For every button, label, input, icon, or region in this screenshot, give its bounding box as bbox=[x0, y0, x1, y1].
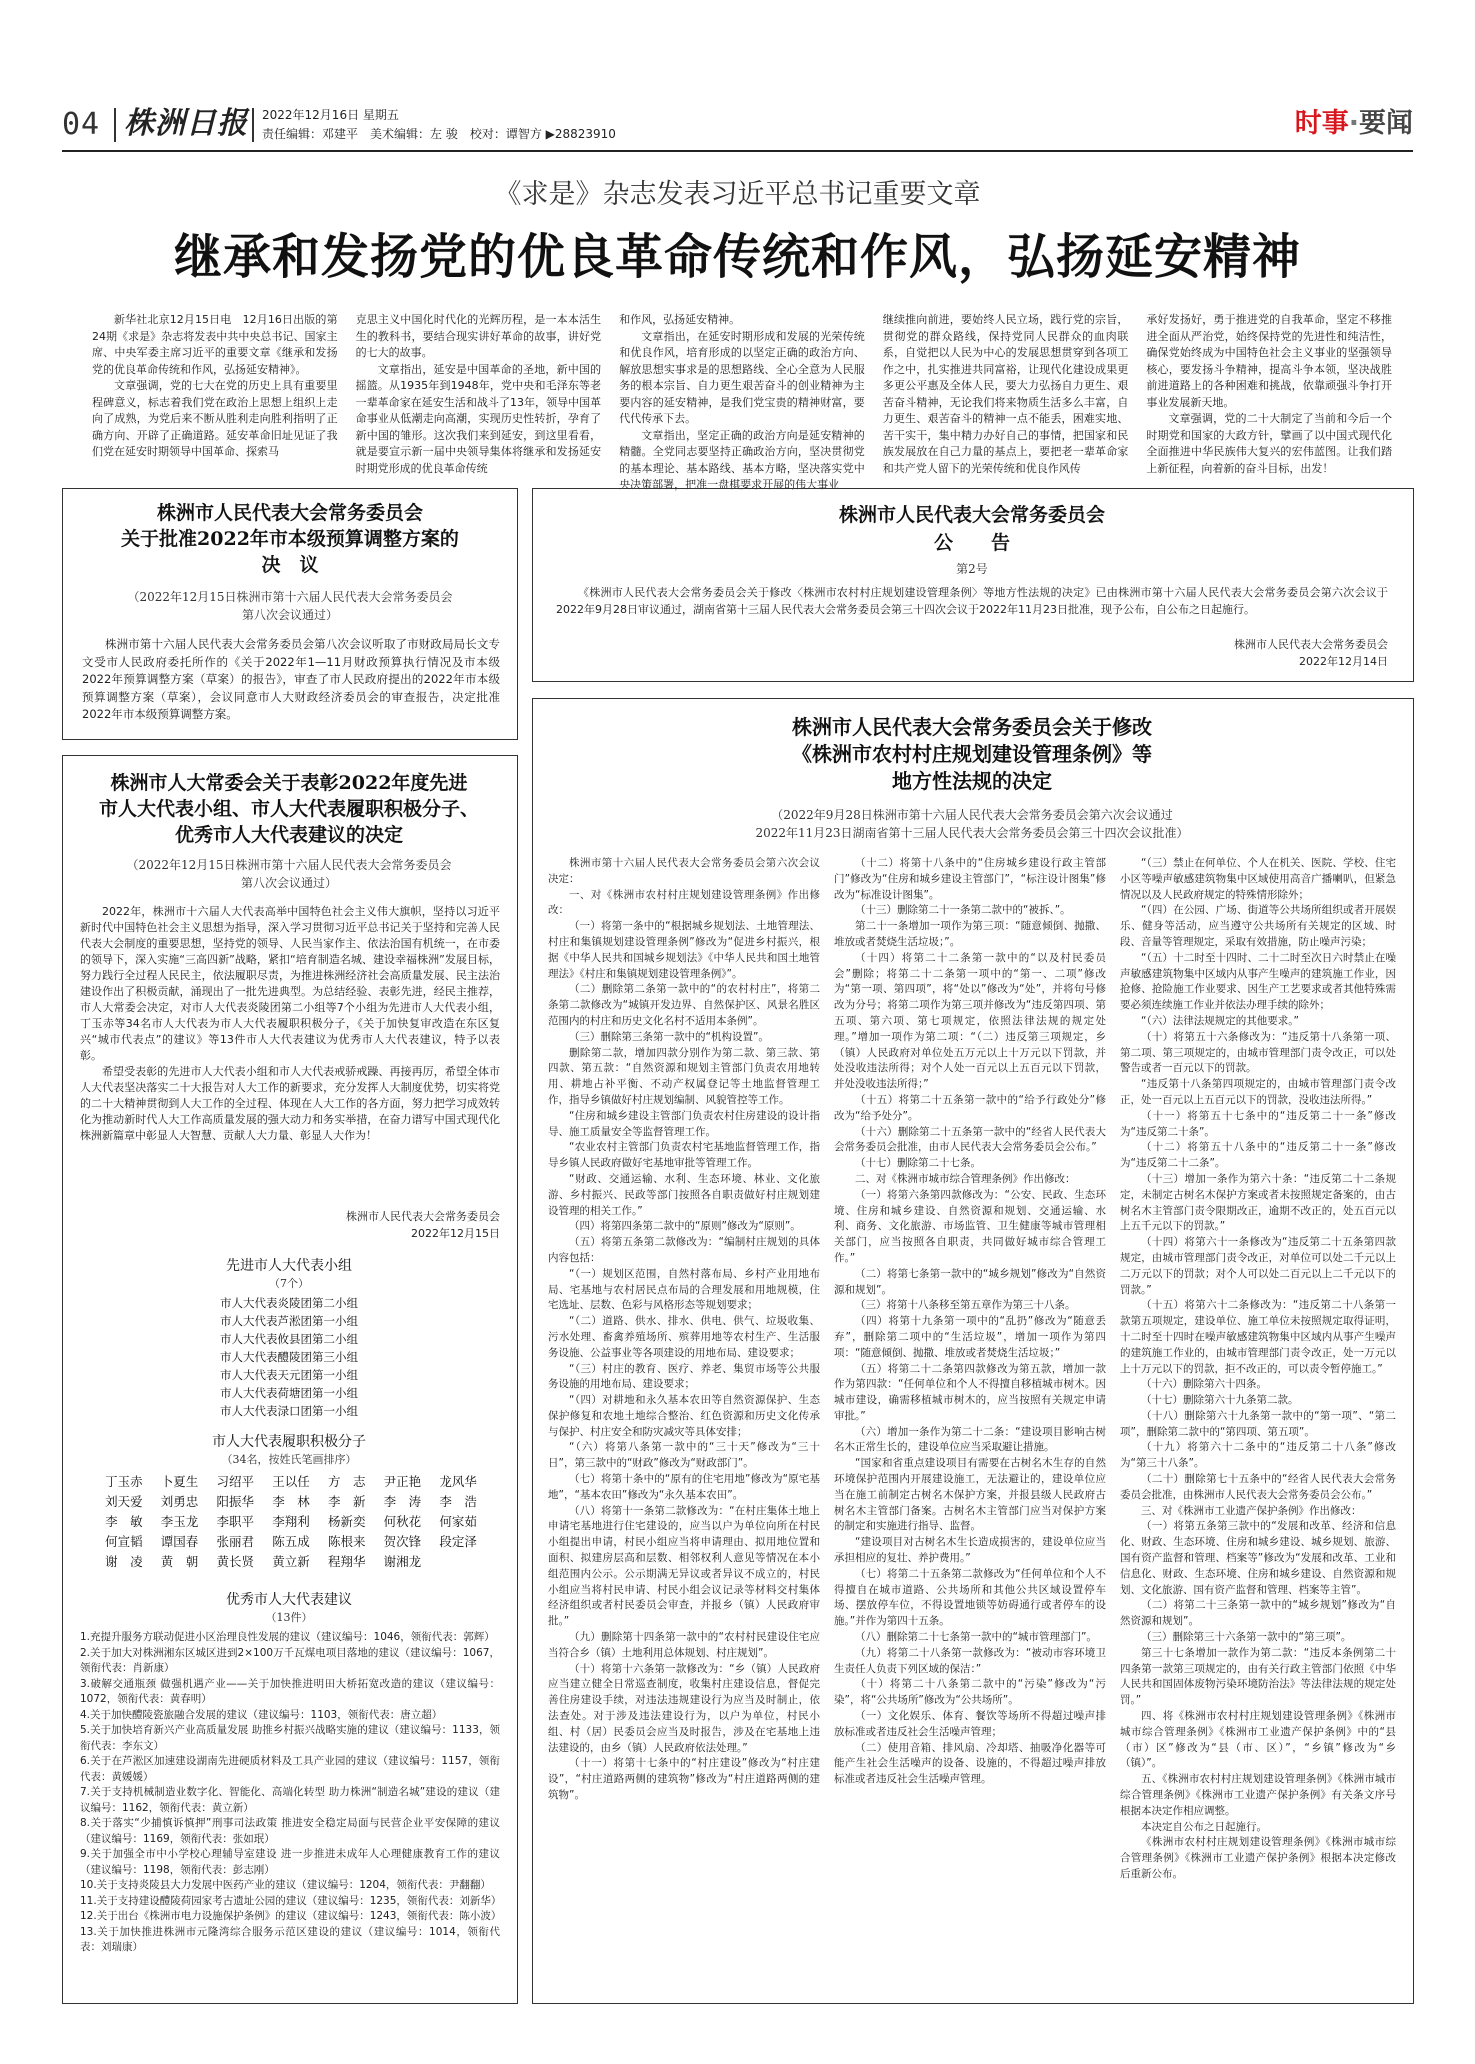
active-member-name: 王以任 bbox=[272, 1474, 310, 1489]
commend-body bbox=[80, 904, 500, 1144]
amend-paragraph: （二）将第二十三条第一款中的“城乡规划”修改为“自然资源和规划”。 bbox=[1120, 1599, 1396, 1628]
groups-title: 先进市人大代表小组 bbox=[226, 1258, 352, 1274]
active-member-name: 卜夏生 bbox=[160, 1474, 199, 1489]
active-member-name: 李 涛 bbox=[383, 1494, 422, 1509]
active-member-name: 李 林 bbox=[272, 1494, 310, 1509]
amend-paragraph: （九）删除第十四条第一款中的“农村村民建设住宅应当符合乡（镇）土地利用总体规划、村庄规划”。 bbox=[548, 1631, 820, 1659]
amend-paragraph: （十七）删除第六十九条第二款。 bbox=[1141, 1394, 1299, 1407]
lead-column bbox=[883, 312, 1129, 474]
suggestion-item: 5.关于加快培育新兴产业高质量发展 助推乡村振兴战略实施的建议（建议编号：1133，领衔代表：李东文） bbox=[80, 1724, 500, 1752]
amend-paragraph: （八）将第十一条第二款修改为：“在村庄集体土地上申请宅基地进行住宅建设的，应当以户为单位向所在村民小组提出申请，村民小组应当将申请理由、拟用地位置和面积、拟建房层高和层数、相邻权利人意见等情况在本小组范围内公示。公示期满无异议或者异议不成立的，村民小组应当将村民申请、村民小组会议记录等材料交村集体经济组织或者村民委员会审查，并报乡（镇）人民政府审批。” bbox=[548, 1504, 820, 1628]
amend-paragraph: “（三）村庄的教育、医疗、养老、集贸市场等公共服务设施的用地布局、建设要求； bbox=[548, 1362, 820, 1391]
amend-paragraph: （一）文化娱乐、体育、餐饮等场所不得超过噪声排放标准或者违反社会生活噪声管理； bbox=[834, 1710, 1106, 1738]
groups-list bbox=[68, 1294, 510, 1420]
suggestion-item: 2.关于加大对株洲湘东区城区进到2×100万千瓦煤电项目落地的建议（建议编号：1067，领衔代表：肖新康） bbox=[80, 1646, 500, 1674]
amend-subtitle-2: 2022年11月23日湖南省第十三届人民代表大会常务委员会第三十四次会议批准） bbox=[755, 826, 1189, 840]
lead-paragraph: 和作风，弘扬延安精神。 bbox=[619, 313, 741, 326]
active-member-name: 陈根来 bbox=[327, 1534, 366, 1549]
amend-column-3 bbox=[1120, 856, 1396, 1996]
group-item: 市人大代表渌口团第一小组 bbox=[220, 1404, 358, 1418]
amend-paragraph: （四）将第十九条第一项中的“乱扔”修改为“随意丢弃”，删除第二项中的“生活垃圾”，增加一项作为第四项：“随意倾倒、抛撒、堆放或者焚烧生活垃圾；” bbox=[834, 1315, 1106, 1359]
lead-paragraph: 文章指出，延安是中国革命的圣地，新中国的摇篮。从1935年到1948年，党中央和毛泽东等老一辈革命家在延安生活和战斗了13年，领导中国革命事业从低潮走向高潮，实现历史性转折，孕育了新中国的雏形。这次我们来到延安，到这里看看，就是要宣示新一届中央领导集体将继承和发扬延安时期党形成的优良革命传统 bbox=[355, 362, 602, 475]
amend-paragraph: （十四）将第二十二条第一款中的“以及村民委员会”删除；将第二十二条第一项中的“第一、二项”修改为“第一项、第四项”，将“处以”修改为“处”，并将句号修改为分号；将第二项作为第三项并修改为“违反第四项、第五项、第六项、第七项规定，依照法律法规的规定处理。”增加一项作为第二项：“（二）违反第三项规定，乡（镇）人民政府对单位处五万元以上十万元以下罚款，并处没收违法所得；对个人处一百元以上五百元以下罚款，并处没收违法所得；” bbox=[834, 951, 1106, 1091]
suggestions-title: 优秀市人大代表建议 bbox=[226, 1592, 352, 1608]
amend-paragraph: （十）将第二十八条第二款中的“污染”修改为“污染”，将“公共场所”修改为“公共场所”。 bbox=[834, 1678, 1106, 1707]
amend-paragraph: “国家和省重点建设项目有需要在古树名木生存的自然环境保护范围内开展建设施工，无法避让的，建设单位应当在施工前制定古树名木保护方案，并报县级人民政府古树名木主管部门备案。古树名木主管部门应当对保护方案的制定和实施进行指导、监督。 bbox=[834, 1457, 1106, 1533]
active-member-name: 杨新奕 bbox=[327, 1514, 366, 1529]
commend-title-1: 株洲市人大常委会关于表彰2022年度先进 bbox=[110, 772, 468, 794]
amend-subtitle-1: （2022年9月28日株洲市第十六届人民代表大会常务委员会第六次会议通过 bbox=[771, 808, 1173, 822]
active-member-name: 刘天爱 bbox=[105, 1494, 143, 1509]
group-item: 市人大代表荷塘团第一小组 bbox=[220, 1386, 358, 1400]
group-item: 市人大代表攸县团第二小组 bbox=[220, 1332, 358, 1346]
group-item: 市人大代表天元团第一小组 bbox=[220, 1368, 358, 1382]
commend-subtitle-2: 第八次会议通过） bbox=[240, 876, 337, 890]
notice-number: 第2号 bbox=[956, 562, 988, 576]
masthead-divider bbox=[114, 108, 116, 142]
active-member-name: 何秋花 bbox=[383, 1514, 422, 1529]
active-member-name: 张丽君 bbox=[216, 1534, 255, 1549]
amend-title-3: 地方性法规的决定 bbox=[892, 769, 1052, 793]
amend-title-1: 株洲市人民代表大会常务委员会关于修改 bbox=[792, 715, 1152, 739]
active-member-name: 黄长贤 bbox=[216, 1554, 255, 1569]
amend-paragraph: “（一）规划区范围，自然村落布局、乡村产业用地布局、宅基地与农村居民点布局的合理发展和用地规模，住宅选址、层数、色彩与风格形态等规划要求； bbox=[548, 1267, 820, 1312]
amend-paragraph: “财政、交通运输、水利、生态环境、林业、文化旅游、乡村振兴、民政等部门按照各自职责做好村庄规划建设管理的相关工作。” bbox=[548, 1172, 820, 1217]
suggestion-item: 8.关于落实“少捕慎诉慎押”刑事司法政策 推进安全稳定局面与民营企业平安保障的建议（建议编号：1169，领衔代表：张如珉） bbox=[80, 1817, 500, 1845]
active-title: 市人大代表履职积极分子 bbox=[212, 1434, 366, 1450]
budget-body-text: 株洲市第十六届人民代表大会常务委员会第八次会议听取了市财政局局长文专文受市人民政府委托所作的《关于2022年1—11月财政预算执行情况及市本级2022年预算调整方案（草案）的报告》，审查了市人民政府提出的2022年市本级预算调整方案（草案），会议同意市人大财政经济委员会的审查报告，决定批准2022年市本级预算调整方案。 bbox=[82, 637, 500, 721]
budget-title-1: 株洲市人民代表大会常务委员会 bbox=[156, 502, 423, 524]
amend-paragraph: （一）将第五条第三款中的“发展和改革、经济和信息化、财政、生态环境、住房和城乡建设、城乡规划、旅游、国有资产监督和管理、档案等”修改为“发展和改革、工业和信息化、财政、生态环境、住房和城乡建设、自然资源和规划、文化旅游、国有资产监督和管理、档案等主管”。 bbox=[1120, 1520, 1396, 1596]
notice-body-text: 《株洲市人民代表大会常务委员会关于修改〈株洲市农村村庄规划建设管理条例〉等地方性法规的决定》已由株洲市第十六届人民代表大会常务委员会第六次会议于2022年9月28日审议通过，湖南省第十三届人民代表大会常务委员会第三十四次会议于2022年11月23日批准，现予公布，自公布之日起施行。 bbox=[556, 586, 1388, 616]
group-item: 市人大代表炎陵团第二小组 bbox=[220, 1296, 358, 1310]
amend-paragraph: 一、对《株洲市农村村庄规划建设管理条例》作出修改： bbox=[548, 888, 820, 917]
amend-paragraph: （十二）将第五十八条中的“违反第二十一条”修改为“违反第二十二条”。 bbox=[1120, 1141, 1396, 1170]
amend-paragraph: “住房和城乡建设主管部门负责农村住房建设的设计指导、施工质量安全等监督管理工作。 bbox=[548, 1109, 820, 1138]
amend-paragraph: （十六）删除第六十四条。 bbox=[1141, 1378, 1267, 1391]
suggestion-item: 11.关于支持建设醴陵荷园家考古遗址公园的建议（建议编号：1235，领衔代表：刘新华） bbox=[80, 1894, 502, 1907]
suggestion-item: 7.关于支持机械制造业数字化、智能化、高端化转型 助力株洲“制造名城”建设的建议（建议编号：1162，领衔代表：黄立新） bbox=[80, 1786, 500, 1814]
lead-headline: 继承和发扬党的优良革命传统和作风，弘扬延安精神 bbox=[173, 229, 1301, 285]
active-member-name: 何宣韬 bbox=[105, 1534, 143, 1549]
suggestion-item: 6.关于在芦淞区加速建设湖南先进硬质材料及工具产业园的建议（建议编号：1157，领衔代表：黄媛媛） bbox=[80, 1755, 500, 1783]
group-item: 市人大代表醴陵团第三小组 bbox=[220, 1350, 358, 1364]
amend-paragraph: （十）将第十六条第一款修改为：“乡（镇）人民政府应当建立健全日常巡查制度，收集村庄建设信息，督促完善住房建设手续，对违法违规建设行为应当及时制止，依法查处。对于涉及违法建设行为，以户为单位，村民小组、村（居）民委员会应当及时报告，涉及在宅基地上违法建设的，由乡（镇）人民政府依法处理。” bbox=[548, 1662, 820, 1754]
editors-line: 责任编辑：邓建平 美术编辑：左 骏 校对：谭智方 ▶28823910 bbox=[262, 127, 616, 141]
amend-paragraph: 三、对《株洲市工业遗产保护条例》作出修改： bbox=[1141, 1504, 1362, 1517]
amend-paragraph: （十）将第五十六条修改为：“违反第十八条第一项、第二项、第三项规定的，由城市管理部门责令改正，可以处警告或者一百元以下的罚款。 bbox=[1120, 1030, 1396, 1075]
page-number: 04 bbox=[62, 107, 101, 142]
lead-column bbox=[619, 312, 865, 491]
amend-paragraph: 五、《株洲市农村村庄规划建设管理条例》《株洲市城市综合管理条例》《株洲市工业遗产保护条例》有关条文序号根据本决定作相应调整。 bbox=[1120, 1773, 1396, 1817]
amend-paragraph: “（四）对耕地和永久基本农田等自然资源保护、生态保护修复和农地土地综合整治、红色资源和历史文化传承与保护、村庄安全和防灾减灾等具体安排； bbox=[548, 1394, 820, 1438]
active-member-name: 习绍平 bbox=[216, 1474, 255, 1489]
amend-paragraph: （五）将第五条第二款修改为：“编制村庄规划的具体内容包括： bbox=[548, 1236, 820, 1264]
section-label-b: 要闻 bbox=[1359, 108, 1413, 139]
amend-paragraph: （十九）将第六十二条中的“违反第二十八条”修改为“第三十八条”。 bbox=[1120, 1441, 1396, 1470]
active-member-name: 阳振华 bbox=[216, 1494, 255, 1509]
amend-paragraph: （十八）删除第六十九条第一款中的“第一项”、“第二项”，删除第二款中的“第四项、第五项”。 bbox=[1120, 1409, 1396, 1438]
amend-paragraph: （九）将第二十八条第一款修改为：“被动市容环境卫生责任人负责下列区域的保洁：” bbox=[834, 1646, 1106, 1675]
notice-body bbox=[556, 584, 1388, 618]
active-member-name: 李玉龙 bbox=[160, 1514, 199, 1529]
lead-paragraph: 克思主义中国化时代化的光辉历程，是一本本活生生的教科书，要结合现实讲好革命的故事，讲好党的七大的故事。 bbox=[355, 313, 602, 359]
lead-column bbox=[356, 312, 602, 474]
active-member-name: 黄 朝 bbox=[160, 1554, 199, 1569]
active-member-name: 陈五成 bbox=[272, 1534, 310, 1549]
commend-date: 2022年12月15日 bbox=[411, 1227, 500, 1240]
active-member-name: 谭国春 bbox=[160, 1534, 199, 1549]
suggestion-item: 10.关于支持炎陵县大力发展中医药产业的建议（建议编号：1204，领衔代表：尹翻翻） bbox=[80, 1879, 491, 1891]
amend-column-2 bbox=[834, 856, 1106, 1996]
suggestions-count: （13件） bbox=[265, 1611, 313, 1624]
amend-paragraph: （五）将第二十二条第四款修改为第五款，增加一款作为第四款：“任何单位和个人不得擅自移植城市树木。因城市建设，确需移植城市树木的，应当按照有关规定申请审批。” bbox=[834, 1362, 1106, 1422]
section-label-a: 时事 bbox=[1294, 108, 1349, 139]
active-member-name: 尹正艳 bbox=[383, 1474, 422, 1489]
amend-paragraph: 《株洲市农村村庄规划建设管理条例》《株洲市城市综合管理条例》《株洲市工业遗产保护条例》根据本决定修改后重新公布。 bbox=[1120, 1836, 1396, 1880]
budget-title-2: 关于批准2022年市本级预算调整方案的 bbox=[121, 528, 459, 550]
paper-logo: 株洲日报 bbox=[124, 106, 248, 141]
amend-paragraph: “（五）十二时至十四时、二十二时至次日六时禁止在噪声敏感建筑物集中区域内从事产生噪声的建筑施工作业，因抢修、抢险施工作业要求、因生产工艺要求或者其他特殊需要必须连续施工作业并依法办理手续的除外； bbox=[1120, 951, 1396, 1012]
amend-paragraph: （七）将第十条中的“原有的住宅用地”修改为“原宅基地”，“基本农田”修改为“永久基本农田”。 bbox=[548, 1473, 820, 1501]
lead-paragraph: 继续推向前进，要始终人民立场，践行党的宗旨，贯彻党的群众路线，保持党同人民群众的血肉联系，自觉把以人民为中心的发展思想贯穿到各项工作之中，扎实推进共同富裕，让现代化建设成果更多更公平惠及全体人民，要大力弘扬自力更生、艰苦奋斗精神，无论我们将来物质生活多么丰富，自力更生、艰苦奋斗的精神一点不能丢，困难实地、苦干实干，集中精力办好自己的事情，把国家和民族发展放在自己力量的基点上，要把老一辈革命家和共产党人留下的光荣传统和优良作风传 bbox=[882, 313, 1129, 475]
commend-subtitle-1: （2022年12月15日株洲市第十六届人民代表大会常务委员会 bbox=[126, 858, 452, 872]
notice-title-2: 公 告 bbox=[933, 532, 1010, 554]
lead-body bbox=[92, 312, 1392, 491]
amend-paragraph: （十七）删除第二十七条。 bbox=[855, 1157, 981, 1170]
active-member-name: 何家茹 bbox=[439, 1514, 477, 1529]
amend-paragraph: （十五）将第六十二条修改为：“违反第二十八条第一款第五项规定，建设单位、施工单位未按照规定取得证明，十二时至十四时在噪声敏感建筑物集中区域内从事产生噪声的建筑施工作业的，由城市管理部门责令改正，处一万元以上十万元以下的罚款，拒不改正的，可以责令暂停施工。” bbox=[1120, 1299, 1396, 1375]
date-line: 2022年12月16日 星期五 bbox=[262, 108, 399, 122]
budget-body bbox=[82, 636, 500, 724]
amend-paragraph: （二）使用音箱、排风扇、冷却塔、抽吸净化器等可能产生社会生活噪声的设备、设施的，不得超过噪声排放标准或者违反社会生活噪声管理。 bbox=[834, 1741, 1106, 1786]
suggestion-item: 9.关于加强全市中小学校心理辅导室建设 进一步推进未成年人心理健康教育工作的建议（建议编号：1198，领衔代表：彭志刚） bbox=[80, 1848, 500, 1876]
commend-signature: 株洲市人民代表大会常务委员会 bbox=[346, 1210, 500, 1223]
amend-paragraph: （三）删除第三条第一款中的“机构设置”。 bbox=[569, 1030, 769, 1043]
active-member-name: 李 浩 bbox=[439, 1494, 477, 1509]
suggestion-item: 1.充提升服务方联动促进小区治理良性发展的建议（建议编号：1046，领衔代表：郭辉） bbox=[80, 1631, 495, 1643]
header-rule bbox=[62, 150, 1413, 152]
amend-paragraph: （十五）将第二十五条第一款中的“给予行政处分”修改为“给予处分”。 bbox=[834, 1093, 1106, 1122]
active-member-name: 段定泽 bbox=[439, 1534, 477, 1549]
lead-paragraph: 文章强调，党的二十大制定了当前和今后一个时期党和国家的大政方针，擘画了以中国式现代化全面推进中华民族伟大复兴的宏伟蓝图。让我们踏上新征程，向着新的奋斗目标，出发！ bbox=[1146, 412, 1392, 475]
amend-paragraph: “（二）道路、供水、排水、供电、供气、垃圾收集、污水处理、畜禽养殖场所、殡葬用地等农村生产、生活服务设施、公益事业等各项建设的用地布局、建设要求； bbox=[548, 1315, 820, 1359]
active-member-name: 李 敏 bbox=[105, 1514, 143, 1529]
amend-paragraph: 第二十一条增加一项作为第三项：“随意倾倒、抛撒、堆放或者焚烧生活垃圾；”。 bbox=[834, 920, 1106, 948]
notice-signature: 株洲市人民代表大会常务委员会 bbox=[1234, 638, 1388, 651]
active-member-name: 李翔利 bbox=[272, 1514, 310, 1529]
amend-paragraph: “建设项目对古树名木生长造成损害的，建设单位应当承担相应的复壮、养护费用。” bbox=[834, 1536, 1106, 1565]
active-member-name: 李职平 bbox=[216, 1514, 255, 1529]
amend-paragraph: （八）删除第二十七条第一款中的“城市管理部门”。 bbox=[855, 1631, 1097, 1644]
amend-paragraph: （十四）将第六十一条修改为“违反第二十五条第四款规定，由城市管理部门责令改正，对单位可以处二千元以上二万元以下的罚款；对个人可以处二百元以上二千元以下的罚款。” bbox=[1120, 1236, 1396, 1296]
amend-paragraph: （二）将第七条第一款中的“城乡规划”修改为“自然资源和规划”。 bbox=[834, 1267, 1106, 1296]
amend-paragraph: 四、将《株洲市农村村庄规划建设管理条例》《株洲市城市综合管理条例》《株洲市工业遗产保护条例》中的“县（市）区”修改为“县（市、区）”，“乡镇”修改为“乡（镇）”。 bbox=[1120, 1710, 1396, 1770]
amend-paragraph: （十六）删除第二十五条第一款中的“经省人民代表大会常务委员会批准，由市人民代表大会常务委员会公布。” bbox=[834, 1125, 1106, 1154]
amend-paragraph: “（三）禁止在何单位、个人在机关、医院、学校、住宅小区等噪声敏感建筑物集中区域使用高音广播喇叭，但紧急情况以及人民政府规定的特殊情形除外； bbox=[1120, 857, 1396, 901]
amend-paragraph: （十一）将第十七条中的“村庄建设”修改为“村庄建设”，“村庄道路两侧的建筑物”修改为“村庄道路两侧的建筑物”。 bbox=[548, 1757, 820, 1802]
budget-subtitle-2: 第八次会议通过） bbox=[241, 608, 338, 622]
active-names bbox=[96, 1472, 486, 1572]
amend-paragraph: “（四）在公园、广场、街道等公共场所组织或者开展娱乐、健身等活动，应当遵守公共场所有关规定的区域、时段、音量等管理规定，采取有效措施，防止噪声污染； bbox=[1120, 904, 1396, 948]
notice-date: 2022年12月14日 bbox=[1299, 655, 1388, 668]
active-member-name: 黄立新 bbox=[272, 1554, 310, 1569]
suggestion-item: 3.破解交通瓶颈 做强机遇产业——关于加快推进明田大桥拓宽改造的建议（建议编号：1072，领衔代表：黄春明） bbox=[80, 1677, 500, 1705]
amend-paragraph: （二十）删除第七十五条中的“经省人民代表大会常务委员会批准，由株洲市人民代表大会常务委员会公布。” bbox=[1120, 1473, 1396, 1501]
amend-paragraph: “违反第十八条第四项规定的，由城市管理部门责令改正，处一百元以上五百元以下的罚款，没收违法所得。” bbox=[1120, 1078, 1396, 1106]
amend-paragraph: “（六）法律法规规定的其他要求。” bbox=[1141, 1014, 1299, 1027]
amend-paragraph: 第三十七条增加一款作为第二款：“违反本条例第二十四条第一款第三项规定的，由有关行政主管部门依照《中华人民共和国固体废物污染环境防治法》等法律法规的规定处罚。” bbox=[1120, 1646, 1396, 1707]
active-count: （34名，按姓氏笔画排序） bbox=[221, 1453, 357, 1466]
amend-paragraph: 二、对《株洲市城市综合管理条例》作出修改： bbox=[855, 1172, 1076, 1185]
amend-paragraph: （二）删除第二条第一款中的“的农村村庄”，将第二条第二款修改为“城镇开发边界、自然保护区、风景名胜区范围内的村庄和历史文化名村不适用本条例”。 bbox=[548, 983, 820, 1027]
group-item: 市人大代表芦淞团第一小组 bbox=[220, 1314, 358, 1328]
amend-paragraph: （一）将第六条第四款修改为：“公安、民政、生态环境、住房和城乡建设、自然资源和规划、交通运输、水利、商务、文化旅游、市场监管、卫生健康等城市管理相关部门，应当按照各自职责，共同做好城市综合管理工作。” bbox=[834, 1188, 1106, 1264]
masthead-divider-2 bbox=[252, 108, 254, 142]
active-member-name: 谢湘龙 bbox=[383, 1554, 422, 1569]
amend-paragraph: 删除第二款，增加四款分别作为第二款、第三款、第四款、第五款：“自然资源和规划主管部门负责农用地转用、耕地占补平衡、不动产权属登记等土地监督管理工作，指导乡镇做好村庄规划编制、风貌管控等工作。 bbox=[548, 1046, 820, 1106]
amend-paragraph: （十二）将第十八条中的“住房城乡建设行政主管部门”修改为“住房和城乡建设主管部门”，“标注设计图集”修改为“标准设计图集”。 bbox=[834, 857, 1106, 901]
suggestion-item: 12.关于出台《株洲市电力设施保护条例》的建议（建议编号：1243，领衔代表：陈小波） bbox=[80, 1910, 502, 1922]
lead-paragraph: 文章指出，坚定正确的政治方向是延安精神的精髓。全党同志要坚持正确政治方向，坚决贯彻党的基本理论、基本路线、基本方略，坚决落实党中央决策部署，把准一盘棋要求开展的伟大事业 bbox=[619, 428, 865, 491]
lead-paragraph: 文章强调，党的七大在党的历史上具有重要里程碑意义，标志着我们党在政治上思想上组织上走向了成熟，为党后来不断从胜利走向胜利指明了正确方向、开辟了正确道路。延安革命旧址见证了我们党在延安时期领导中国革命、探索马 bbox=[92, 379, 338, 458]
suggestion-item: 4.关于加快醴陵瓷旅融合发展的建议（建议编号：1103，领衔代表：唐立超） bbox=[80, 1708, 443, 1721]
active-member-name: 李 新 bbox=[327, 1494, 366, 1509]
amend-paragraph: （十三）增加一条作为第六十条：“违反第二十二条规定，未制定古树名木保护方案或者未按照规定备案的，由古树名木主管部门责令限期改正，逾期不改正的，处五百元以上五千元以下的罚款。” bbox=[1120, 1172, 1396, 1233]
active-member-name: 谢 凌 bbox=[105, 1554, 143, 1569]
active-member-name: 方 志 bbox=[327, 1474, 366, 1489]
amend-paragraph: （十三）删除第二十一条第二款中的“被拆、”。 bbox=[855, 904, 1071, 917]
amend-paragraph: （三）将第十八条移至第五章作为第三十八条。 bbox=[855, 1299, 1076, 1312]
amend-paragraph: （三）删除第三十六条第一款中的“第三项”。 bbox=[1141, 1631, 1352, 1644]
active-member-name: 贺次锋 bbox=[383, 1534, 422, 1549]
active-member-name: 程翔华 bbox=[327, 1554, 366, 1569]
active-member-name: 丁玉赤 bbox=[105, 1474, 143, 1489]
amend-paragraph: “（六）将第八条第一款中的“三十天”修改为“三十日”，第三款中的“财政”修改为“财政部门”。 bbox=[548, 1441, 820, 1470]
suggestion-item: 13.关于加快推进株洲市元隆湾综合服务示范区建设的建议（建议编号：1014，领衔代表：刘瑞康） bbox=[80, 1925, 500, 1953]
commend-title-2: 市人大代表小组、市人大代表履职积极分子、 bbox=[98, 798, 479, 820]
amend-paragraph: “农业农村主管部门负责农村宅基地监督管理工作，指导乡镇人民政府做好宅基地审批等管理工作。 bbox=[548, 1141, 820, 1170]
lead-paragraph: 承好发扬好，勇于推进党的自我革命，坚定不移推进全面从严治党，始终保持党的先进性和纯洁性，确保党始终成为中国特色社会主义事业的坚强领导核心，要发扬斗争精神，提高斗争本领，坚决战胜前进道路上的各种困难和挑战，依靠顽强斗争打开事业发展新天地。 bbox=[1146, 313, 1392, 409]
active-member-name: 刘勇忠 bbox=[160, 1494, 199, 1509]
lead-kicker: 《求是》杂志发表习近平总书记重要文章 bbox=[494, 179, 981, 210]
amend-title-2: 《株洲市农村村庄规划建设管理条例》等 bbox=[792, 742, 1152, 766]
lead-column bbox=[92, 312, 338, 474]
commend-body-1: 2022年，株洲市十六届人大代表高举中国特色社会主义伟大旗帜，坚持以习近平新时代中国特色社会主义思想为指导，深入学习贯彻习近平总书记关于坚持和完善人民代表大会制度的重要思想，坚持党的领导、人民当家作主、依法治国有机统一，在市委的领导下，深入实施“三高四新”战略，紧扣“培育制造名城、建设幸福株洲”发展目标，努力践行全过程人民民主，依法履职尽责，为推进株洲经济社会高质量发展、民主法治建设作出了积极贡献，涌现出了一批先进典型。为总结经验、表彰先进，经民主推荐，市人大常委会决定，对市人大代表炎陵团第二小组等7个小组为先进市人大代表小组，丁玉赤等34名市人大代表为市人大代表履职积极分子，《关于加快复审改造在东区复兴“城市代表点”的建议》等13件市人大代表建议为优秀市人大代表建议，特予以表彰。 bbox=[80, 905, 500, 1062]
amend-column-1 bbox=[548, 856, 820, 1996]
budget-subtitle-1: （2022年12月15日株洲市第十六届人民代表大会常务委员会 bbox=[127, 590, 453, 604]
amend-paragraph: 本决定自公布之日起施行。 bbox=[1141, 1820, 1267, 1833]
lead-paragraph: 新华社北京12月15日电 12月16日出版的第24期《求是》杂志将发表中共中央总书记、国家主席、中央军委主席习近平的重要文章《继承和发扬党的优良革命传统和作风，弘扬延安精神》。 bbox=[92, 313, 338, 376]
lead-column bbox=[1146, 312, 1392, 474]
section-label bbox=[1295, 106, 1413, 142]
groups-count: （7个） bbox=[269, 1277, 309, 1290]
amend-paragraph: （四）将第四条第二款中的“原则”修改为“原则”。 bbox=[569, 1220, 801, 1233]
suggestions-list bbox=[80, 1630, 500, 1956]
amend-paragraph: （一）将第一条中的“根据城乡规划法、土地管理法、村庄和集镇规划建设管理条例”修改为“促进乡村振兴，根据《中华人民共和国城乡规划法》《中华人民共和国土地管理法》《村庄和集镇规划建设管理条例》”。 bbox=[548, 920, 820, 980]
active-member-name: 龙风华 bbox=[439, 1474, 477, 1489]
section-dot: · bbox=[1348, 108, 1359, 139]
amend-paragraph: （六）增加一条作为第二十二条：“建设项目影响古树名木正常生长的，建设单位应当采取避让措施。 bbox=[834, 1425, 1106, 1454]
commend-body-2: 希望受表彰的先进市人大代表小组和市人大代表戒骄戒躁、再接再厉，希望全体市人大代表坚决落实二十大报告对人大工作的新要求，充分发挥人大制度优势，切实将党的二十大精神贯彻到人大工作的全过程、体现在人大工作的各方面，努力把学习成效转化为推动新时代人大工作高质量发展的强大动力和务实举措，在奋力谱写中国式现代化株洲新篇章中彰显人大智慧、贡献人大力量、彰显人大作为！ bbox=[80, 1065, 500, 1142]
budget-title-3: 决 议 bbox=[261, 554, 319, 576]
lead-paragraph: 文章指出，在延安时期形成和发展的光荣传统和优良作风，培育形成的以坚定正确的政治方向、解放思想实事求是的思想路线、全心全意为人民服务的根本宗旨、自力更生艰苦奋斗的创业精神为主要内容的延安精神，是我们党宝贵的精神财富，要代代传承下去。 bbox=[619, 329, 865, 425]
amend-paragraph: 株洲市第十六届人民代表大会常务委员会第六次会议决定： bbox=[548, 857, 820, 885]
notice-title-1: 株洲市人民代表大会常务委员会 bbox=[838, 504, 1105, 526]
amend-paragraph: （十一）将第五十七条中的“违反第二十一条”修改为“违反第二十条”。 bbox=[1120, 1109, 1396, 1138]
amend-paragraph: （七）将第二十五条第二款修改为“任何单位和个人不得擅自在城市道路、公共场所和其他公共区域设置停车场、摆放停车位，不得设置地锁等妨碍通行或者停车的设施。”并作为第四十五条。 bbox=[834, 1567, 1106, 1628]
commend-title-3: 优秀市人大代表建议的决定 bbox=[174, 824, 403, 846]
